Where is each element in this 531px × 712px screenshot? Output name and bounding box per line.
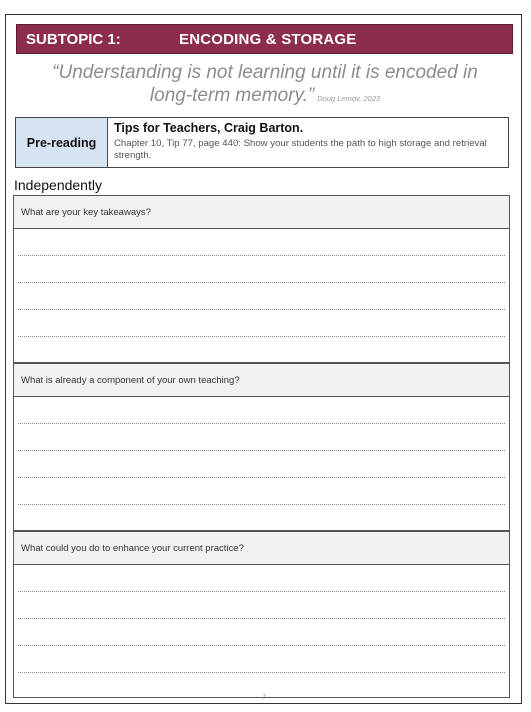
answer-line[interactable] xyxy=(18,255,505,256)
question-prompt: What are your key takeaways? xyxy=(14,196,509,229)
quote-text: “Understanding is not learning until it is encoded in long-term memory.” xyxy=(52,62,478,106)
question-section-teaching xyxy=(13,363,510,531)
question-prompt: What is already a component of your own teaching? xyxy=(14,364,509,397)
question-prompt: What could you do to enhance your current practice? xyxy=(14,532,509,565)
subtopic-label: SUBTOPIC 1: xyxy=(26,31,121,48)
subtopic-header xyxy=(16,24,513,54)
answer-line[interactable] xyxy=(18,282,505,283)
pre-reading-content xyxy=(108,118,508,167)
question-section-takeaways xyxy=(13,195,510,363)
answer-line[interactable] xyxy=(18,450,505,451)
answer-line[interactable] xyxy=(18,477,505,478)
question-section-enhance xyxy=(13,531,510,698)
answer-line[interactable] xyxy=(18,309,505,310)
answer-line[interactable] xyxy=(18,591,505,592)
pre-reading-label: Pre-reading xyxy=(16,118,108,167)
answer-line[interactable] xyxy=(18,672,505,673)
section-heading: Independently xyxy=(14,177,102,193)
pre-reading-description: Chapter 10, Tip 77, page 440: Show your students the path to high storage and retrieval strength. xyxy=(114,138,487,161)
pre-reading-box xyxy=(15,117,509,168)
pre-reading-title: Tips for Teachers, Craig Barton. xyxy=(114,121,304,135)
page-number: 7 xyxy=(262,694,266,701)
answer-line[interactable] xyxy=(18,336,505,337)
quote-citation: Doug Lemov, 2023 xyxy=(317,94,381,103)
quote-block xyxy=(40,61,490,110)
answer-line[interactable] xyxy=(18,504,505,505)
subtopic-title: ENCODING & STORAGE xyxy=(179,31,357,48)
answer-line[interactable] xyxy=(18,645,505,646)
answer-line[interactable] xyxy=(18,423,505,424)
answer-line[interactable] xyxy=(18,618,505,619)
